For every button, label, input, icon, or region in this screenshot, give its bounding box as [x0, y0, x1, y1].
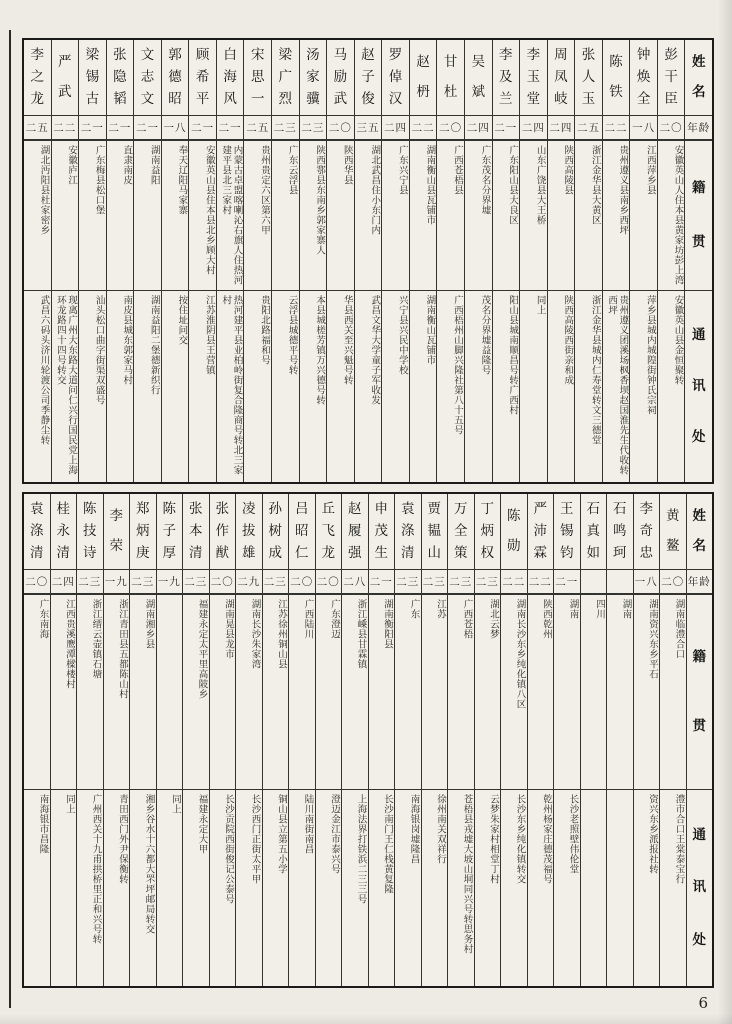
name-cell: 赵 枬	[410, 40, 437, 116]
person-column	[244, 40, 272, 482]
contact-cell: 武昌文华大学童子军收发	[369, 295, 381, 405]
person-column	[634, 494, 661, 986]
origin-header-cell: 籍 贯	[685, 141, 712, 291]
origin-cell: 广东南海	[24, 595, 50, 790]
name-cell: 张 人 玉	[575, 40, 602, 116]
person-column	[422, 494, 449, 986]
person-column	[107, 40, 135, 482]
age-cell: 二四	[465, 116, 492, 141]
contact-cell: 湘乡谷水十六都大罘坪邮局转交	[143, 794, 155, 934]
origin-cell: 直隶南皮	[107, 141, 134, 291]
header-column	[685, 40, 712, 482]
binding-gutter-line	[9, 30, 11, 1008]
origin-cell: 广西苍梧	[448, 595, 474, 790]
name-cell: 李 及 兰	[493, 40, 520, 116]
age-cell: 一八	[162, 116, 189, 141]
origin-cell: 湖北武昌住小东门内	[355, 141, 382, 291]
person-column	[316, 494, 343, 986]
person-column	[660, 494, 687, 986]
age-cell: 二三	[395, 570, 421, 595]
age-cell: 二四	[382, 116, 409, 141]
contact-cell: 长沙南门王仁栈黄复隆	[382, 794, 393, 894]
age-cell: 二一	[369, 570, 395, 595]
age-cell	[581, 570, 607, 595]
person-column	[272, 40, 300, 482]
contact-cell: 浙江金华县城内仁寿堂转文三德堂	[589, 295, 601, 445]
contact-cell: 南海银市昌隆	[37, 794, 49, 854]
origin-cell: 湖南衡山县瓦铺市	[410, 141, 437, 291]
person-column	[382, 40, 410, 482]
person-column	[183, 494, 210, 986]
age-cell: 二二	[52, 116, 79, 141]
age-cell: 二一	[189, 116, 216, 141]
name-cell: 张 本 清	[183, 494, 209, 570]
contact-cell: 萍乡县城内城隍街钟氏宗祠	[644, 295, 656, 415]
origin-cell: 广东阳山县大良区	[493, 141, 520, 291]
origin-cell: 广东云浮县	[272, 141, 299, 291]
name-cell: 黄 鳌	[660, 494, 686, 570]
origin-cell: 四川	[581, 595, 607, 790]
origin-cell: 江西萍乡县	[630, 141, 657, 291]
person-column	[210, 494, 237, 986]
person-column	[263, 494, 290, 986]
person-column	[327, 40, 355, 482]
page-number: 6	[698, 994, 708, 1012]
name-cell: 袁 涤 清	[395, 494, 421, 570]
directory-table-bottom	[22, 492, 714, 988]
age-cell	[607, 570, 633, 595]
name-cell: 孙 树 成	[263, 494, 289, 570]
age-cell: 一八	[630, 116, 657, 141]
origin-cell: 安徽英山人住本县黄家坊彭上湾	[658, 141, 685, 291]
contact-cell: 徐州南关双祥行	[435, 794, 446, 864]
origin-cell: 浙江缙云壶镇石塘	[77, 595, 103, 790]
name-cell: 罗 倬 汉	[382, 40, 409, 116]
person-column	[79, 40, 107, 482]
name-cell: 郑 炳 庚	[130, 494, 156, 570]
person-column	[465, 40, 493, 482]
name-cell: 梁 广 烈	[272, 40, 299, 116]
origin-cell: 湖南	[554, 595, 580, 790]
origin-cell: 广西苍梧县	[437, 141, 464, 291]
name-cell: 顾 希 平	[189, 40, 216, 116]
age-cell: 二二	[603, 116, 630, 141]
person-column	[603, 40, 631, 482]
contact-cell: 汕头松口曲字街渠双盛号	[93, 295, 105, 405]
name-cell: 李 奇 忠	[634, 494, 660, 570]
age-cell: 二三	[263, 570, 289, 595]
person-column	[189, 40, 217, 482]
origin-cell: 陕西鄠县东南乡郭家寨人	[300, 141, 327, 291]
origin-cell: 贵州贵定六区第六甲	[244, 141, 271, 291]
person-column	[130, 494, 157, 986]
age-cell: 三五	[355, 116, 382, 141]
contact-cell: 热河建平县业柏岭街复合隆商号转北三家村	[220, 295, 243, 475]
name-cell: 严 沛 霖	[528, 494, 554, 570]
person-column	[607, 494, 634, 986]
person-column	[104, 494, 131, 986]
contact-cell: 云梦朱家村相堂丁村	[488, 794, 499, 884]
age-cell: 二四	[51, 570, 77, 595]
name-cell: 申 茂 生	[369, 494, 395, 570]
name-cell: 赵 子 俊	[355, 40, 382, 116]
contact-cell: 华县西关至兴魁号转	[341, 295, 353, 385]
age-header-cell: 年龄	[685, 116, 712, 141]
origin-cell: 江西贵溪鹰潭樑楼村	[51, 595, 77, 790]
origin-cell: 湖北云梦	[475, 595, 501, 790]
age-cell: 二三	[475, 570, 501, 595]
name-cell: 石 真 如	[581, 494, 607, 570]
origin-cell: 浙江金华县大黄区	[575, 141, 602, 291]
origin-cell: 广东澄迈	[316, 595, 342, 790]
age-cell: 一九	[157, 570, 183, 595]
origin-cell: 贵州遵义县南乡西坪	[603, 141, 630, 291]
origin-cell: 湖南衡阳县	[369, 595, 395, 790]
person-column	[162, 40, 190, 482]
age-cell: 二二	[501, 570, 527, 595]
person-column	[355, 40, 383, 482]
contact-cell: 长沙西门正街太平甲	[249, 794, 261, 884]
age-cell: 二三	[448, 570, 474, 595]
age-cell: 二一	[493, 116, 520, 141]
contact-cell: 陕西高陵西街亲和成	[562, 295, 574, 385]
age-cell: 二三	[183, 570, 209, 595]
origin-cell: 内蒙古卓盟喀喇沁右旗人住热河建平县北三家村	[217, 141, 244, 291]
contact-cell: 澄迈金江市泰兴号	[329, 794, 340, 874]
contact-cell: 江苏淮阴县王营镇	[203, 295, 215, 375]
person-column	[410, 40, 438, 482]
name-cell: 白 海 风	[217, 40, 244, 116]
person-column	[493, 40, 521, 482]
age-cell: 二一	[107, 116, 134, 141]
contact-cell: 武昌六码头济川轮渡公司季静尘转	[38, 295, 50, 445]
age-cell: 二八	[342, 570, 368, 595]
name-cell: 彭 干 臣	[658, 40, 685, 116]
age-cell: 二三	[130, 570, 156, 595]
age-cell: 二〇	[660, 570, 686, 595]
age-cell: 二四	[520, 116, 547, 141]
contact-header-cell: 通 讯 处	[692, 826, 706, 948]
contact-cell: 湖南衡山瓦铺市	[424, 295, 436, 365]
person-column	[217, 40, 245, 482]
contact-header-cell: 通 讯 处	[691, 326, 706, 445]
age-cell: 二一	[79, 116, 106, 141]
contact-cell: 上海法界打铁浜二三三号	[355, 794, 367, 904]
contact-cell: 苍梧县戎墟大坡山垌同兴号转思务村	[461, 794, 473, 954]
age-cell: 二〇	[210, 570, 236, 595]
contact-cell: 安徽英山县金恒聚转	[672, 295, 684, 385]
name-cell: 吴 斌	[465, 40, 492, 116]
contact-cell	[581, 790, 607, 986]
name-cell: 梁 锡 古	[79, 40, 106, 116]
age-header-cell: 年龄	[687, 570, 713, 595]
origin-cell: 广东兴宁县	[382, 141, 409, 291]
origin-cell: 湖南资兴东乡平石	[634, 595, 660, 790]
person-column	[658, 40, 686, 482]
person-column	[630, 40, 658, 482]
contact-cell: 同上	[170, 794, 181, 814]
person-column	[342, 494, 369, 986]
contact-cell: 贵州遵义团溪场枫香坝赵国淮先生代收转西坪	[606, 295, 629, 475]
person-column	[575, 40, 603, 482]
contact-cell: 兴宁县兴民中学校	[396, 295, 408, 375]
person-column	[581, 494, 608, 986]
name-cell: 钟 焕 全	[630, 40, 657, 116]
name-cell: 陈 铁	[603, 40, 630, 116]
person-column	[528, 494, 555, 986]
name-cell: 石 鸣 珂	[607, 494, 633, 570]
origin-cell: 江苏	[422, 595, 448, 790]
origin-cell: 湖南	[607, 595, 633, 790]
origin-cell: 陕西华县	[327, 141, 354, 291]
contact-cell: 长沙贡院西街俊记公泰号	[223, 794, 234, 904]
person-column	[448, 494, 475, 986]
age-cell: 一八	[634, 570, 660, 595]
contact-cell: 长沙老照壁伟伦堂	[567, 794, 579, 874]
contact-cell	[607, 790, 633, 986]
origin-header-cell: 籍 贯	[687, 595, 713, 790]
age-cell: 二〇	[658, 116, 685, 141]
name-cell: 李 玉 堂	[520, 40, 547, 116]
person-column	[236, 494, 263, 986]
contact-cell: 铜山县立第五小学	[276, 794, 287, 874]
person-column	[475, 494, 502, 986]
origin-cell: 福建永定太平里高陂乡	[183, 595, 209, 790]
contact-cell: 茂名分界墟益隆号	[479, 295, 491, 375]
directory-table-top	[22, 38, 714, 484]
age-cell: 二〇	[289, 570, 315, 595]
age-cell: 一九	[104, 570, 130, 595]
origin-cell: 湖南长沙朱家湾	[236, 595, 262, 790]
header-column	[687, 494, 713, 986]
age-cell: 二一	[217, 116, 244, 141]
contact-cell: 青田西门外尹保衡转	[117, 794, 128, 884]
contact-cell: 同上	[64, 794, 75, 814]
person-column	[24, 40, 52, 482]
origin-cell: 湖南益阳	[134, 141, 161, 291]
contact-cell: 广西梧州山脚兴隆社第八十五号	[451, 295, 463, 435]
age-cell: 二三	[422, 570, 448, 595]
name-cell: 万 全 策	[448, 494, 474, 570]
age-cell: 二三	[77, 570, 103, 595]
origin-cell: 湖南湘乡县	[130, 595, 156, 790]
name-cell: 严 武	[52, 40, 79, 116]
age-cell: 二一	[554, 570, 580, 595]
name-cell: 丁 炳 权	[475, 494, 501, 570]
name-header-cell: 姓 名	[687, 494, 713, 570]
origin-cell: 浙江嵊县甘霖镇	[342, 595, 368, 790]
scan-edge-shadow-right	[718, 0, 732, 1024]
contact-cell: 资兴东乡派报社转	[647, 794, 658, 874]
age-cell: 二四	[548, 116, 575, 141]
name-cell: 文 志 文	[134, 40, 161, 116]
name-cell: 吕 昭 仁	[289, 494, 315, 570]
age-cell: 二〇	[24, 570, 50, 595]
contact-cell: 福建永定大甲	[196, 794, 208, 854]
name-cell: 李 之 龙	[24, 40, 51, 116]
age-cell: 二二	[410, 116, 437, 141]
contact-cell: 同上	[534, 295, 546, 315]
contact-cell: 广州西关十九甫拱桥里正和兴号转	[90, 794, 102, 944]
person-column	[395, 494, 422, 986]
contact-cell: 贵阳北路福和号	[259, 295, 270, 365]
origin-cell: 奉天辽阳马家寨	[162, 141, 189, 291]
contact-cell: 湖南益阳二堡德新织行	[148, 295, 160, 395]
contact-cell: 澧市合口王棠泰宝行	[673, 794, 685, 884]
age-cell: 二〇	[327, 116, 354, 141]
name-cell: 宋 思 一	[244, 40, 271, 116]
name-cell: 张 作 猷	[210, 494, 236, 570]
name-cell: 袁 涤 清	[24, 494, 50, 570]
contact-cell: 现离广州大东路大道问仁兴行国民党上海环龙路四十四号转交	[54, 295, 78, 475]
origin-cell: 陕西乾州	[528, 595, 554, 790]
age-cell: 二三	[300, 116, 327, 141]
origin-cell: 广东	[395, 595, 421, 790]
person-column	[77, 494, 104, 986]
age-cell: 二一	[134, 116, 161, 141]
contact-cell: 南皮县城东郭家马村	[121, 295, 133, 385]
person-column	[520, 40, 548, 482]
origin-cell: 湖南晃县龙市	[210, 595, 236, 790]
person-column	[501, 494, 528, 986]
scan-edge-shadow-bottom	[0, 1014, 732, 1024]
age-cell: 二五	[244, 116, 271, 141]
person-column	[548, 40, 576, 482]
origin-cell: 广西陆川	[289, 595, 315, 790]
person-column	[134, 40, 162, 482]
person-column	[300, 40, 328, 482]
person-column	[157, 494, 184, 986]
name-header-cell: 姓 名	[685, 40, 712, 116]
name-cell: 凌 拔 雄	[236, 494, 262, 570]
name-cell: 张 隐 韬	[107, 40, 134, 116]
origin-cell: 安徽英山县住本县北乡顾大村	[189, 141, 216, 291]
name-cell: 陈 技 诗	[77, 494, 103, 570]
contact-cell: 长沙东乡纯化镇转交	[514, 794, 526, 884]
person-column	[24, 494, 51, 986]
name-cell: 桂 永 清	[51, 494, 77, 570]
age-cell: 二九	[236, 570, 262, 595]
name-cell: 汤 家 骥	[300, 40, 327, 116]
age-cell: 二五	[24, 116, 51, 141]
contact-cell: 本县城槎芳镇万兴德号转	[314, 295, 326, 405]
name-cell: 甘 杜	[437, 40, 464, 116]
origin-cell: 湖北沔阳县杜家密乡	[24, 141, 51, 291]
name-cell: 李 荣	[104, 494, 130, 570]
origin-cell: 山东广饶县大王桥	[520, 141, 547, 291]
age-cell: 二〇	[437, 116, 464, 141]
name-cell: 陈 勋	[501, 494, 527, 570]
age-cell: 二二	[528, 570, 554, 595]
person-column	[289, 494, 316, 986]
origin-cell: 陕西高陵县	[548, 141, 575, 291]
name-cell: 贾 韫 山	[422, 494, 448, 570]
person-column	[52, 40, 80, 482]
origin-cell: 安徽庐江	[52, 141, 79, 291]
origin-cell: 浙江青田县五都陈山村	[104, 595, 130, 790]
name-cell: 郭 德 昭	[162, 40, 189, 116]
origin-cell: 广东梅县松口堡	[79, 141, 106, 291]
age-cell: 二五	[575, 116, 602, 141]
name-cell: 王 锡 钧	[554, 494, 580, 570]
person-column	[554, 494, 581, 986]
origin-cell: 江苏徐州铜山县	[263, 595, 289, 790]
person-column	[51, 494, 78, 986]
name-cell: 马 励 武	[327, 40, 354, 116]
contact-cell: 乾州杨家庄德茂福号	[541, 794, 552, 884]
person-column	[369, 494, 396, 986]
contact-cell: 按住址问交	[176, 295, 188, 345]
origin-cell	[157, 595, 183, 790]
contact-cell: 陆川南街南昌	[302, 794, 314, 854]
name-cell: 赵 履 强	[342, 494, 368, 570]
origin-cell: 湖南临澧合口	[660, 595, 686, 790]
origin-cell: 广东茂名分界墟	[465, 141, 492, 291]
age-cell: 二三	[272, 116, 299, 141]
age-cell: 二〇	[316, 570, 342, 595]
contact-cell: 南海银岗墟隆昌	[408, 794, 420, 864]
person-column	[437, 40, 465, 482]
name-cell: 周 凤 岐	[548, 40, 575, 116]
name-cell: 陈 子 厚	[157, 494, 183, 570]
origin-cell: 湖南长沙东乡纯化镇八区	[501, 595, 527, 790]
name-cell: 丘 飞 龙	[316, 494, 342, 570]
contact-cell: 云浮县城德平号转	[286, 295, 298, 375]
contact-cell: 阳山县城南顺昌号转广西村	[507, 295, 519, 415]
